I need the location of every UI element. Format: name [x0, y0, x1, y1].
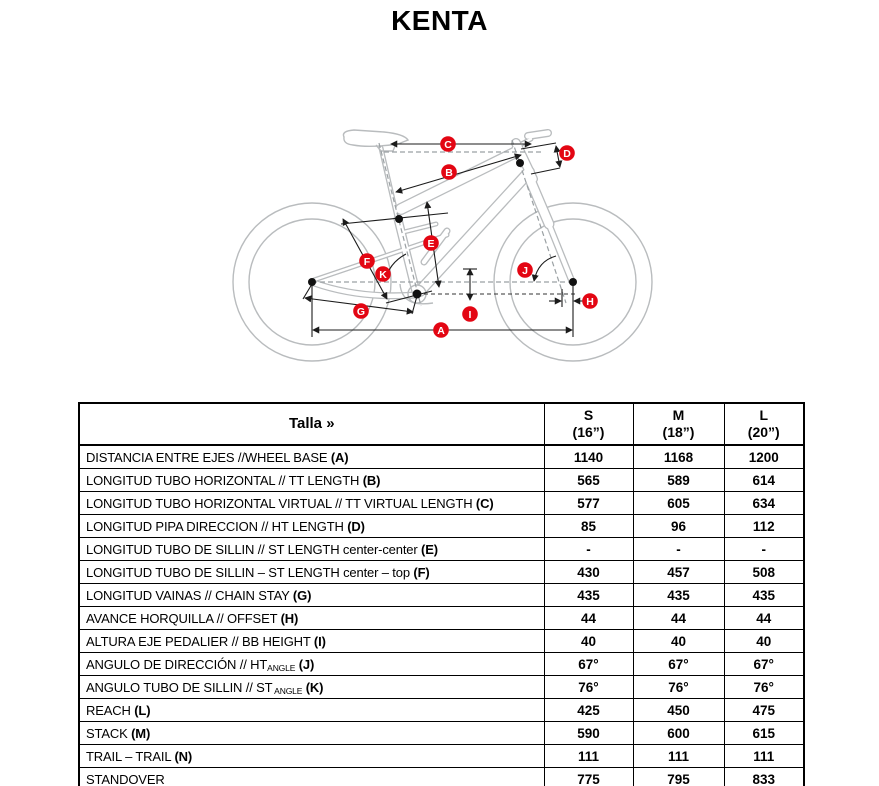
page-title: KENTA — [391, 5, 488, 36]
row-value: 1200 — [724, 445, 804, 469]
row-value: 111 — [633, 745, 724, 768]
table-row — [79, 469, 804, 492]
row-value: 450 — [633, 699, 724, 722]
row-value: 589 — [633, 469, 724, 492]
row-label: LONGITUD TUBO HORIZONTAL // TT LENGTH (B) — [79, 469, 544, 492]
row-label: LONGITUD TUBO HORIZONTAL VIRTUAL // TT VIRTUAL LENGTH (C) — [79, 492, 544, 515]
row-label: LONGITUD PIPA DIRECCION // HT LENGTH (D) — [79, 515, 544, 538]
row-label: ALTURA EJE PEDALIER // BB HEIGHT (I) — [79, 630, 544, 653]
row-label: REACH (L) — [79, 699, 544, 722]
column-header-l: L (20”) — [724, 403, 804, 445]
measure-badge-c — [440, 136, 456, 152]
column-header-m: M (18”) — [633, 403, 724, 445]
row-value: 111 — [544, 745, 633, 768]
row-value: 85 — [544, 515, 633, 538]
row-value: 76° — [633, 676, 724, 699]
measure-badge-k — [375, 266, 391, 282]
row-value: 605 — [633, 492, 724, 515]
measure-badge-e — [423, 235, 439, 251]
row-value: 44 — [544, 607, 633, 630]
row-value: 67° — [544, 653, 633, 676]
row-value: 833 — [724, 768, 804, 786]
row-value: 435 — [724, 584, 804, 607]
row-value: 425 — [544, 699, 633, 722]
measure-badge-g — [353, 303, 369, 319]
row-value: 565 — [544, 469, 633, 492]
row-label: AVANCE HORQUILLA // OFFSET (H) — [79, 607, 544, 630]
svg-text:I: I — [468, 308, 472, 321]
svg-text:C: C — [444, 138, 452, 151]
row-value: 590 — [544, 722, 633, 745]
row-value: 435 — [633, 584, 724, 607]
row-label: DISTANCIA ENTRE EJES //WHEEL BASE (A) — [79, 445, 544, 469]
measure-badge-b — [441, 164, 457, 180]
row-value: 457 — [633, 561, 724, 584]
row-value: 577 — [544, 492, 633, 515]
row-value: 40 — [544, 630, 633, 653]
row-value: 1140 — [544, 445, 633, 469]
row-value: 600 — [633, 722, 724, 745]
table-row — [79, 745, 804, 768]
row-label: STACK (M) — [79, 722, 544, 745]
row-value: - — [544, 538, 633, 561]
row-value: 44 — [724, 607, 804, 630]
saddle — [343, 130, 408, 151]
row-value: 67° — [724, 653, 804, 676]
row-label: ANGULO DE DIRECCIÓN // HTANGLE (J) — [79, 653, 544, 676]
row-value: 475 — [724, 699, 804, 722]
svg-text:G: G — [356, 305, 366, 318]
row-label: LONGITUD VAINAS // CHAIN STAY (G) — [79, 584, 544, 607]
row-value: 76° — [544, 676, 633, 699]
row-value: 430 — [544, 561, 633, 584]
row-value: 795 — [633, 768, 724, 786]
row-value: 775 — [544, 768, 633, 786]
measure-badge-a — [433, 322, 449, 338]
row-value: 67° — [633, 653, 724, 676]
row-value: 111 — [724, 745, 804, 768]
row-value: 44 — [633, 607, 724, 630]
table-row — [79, 515, 804, 538]
svg-text:A: A — [437, 324, 445, 337]
row-value: 112 — [724, 515, 804, 538]
table-row — [79, 584, 804, 607]
measure-badge-j — [517, 262, 533, 278]
table-row — [79, 676, 804, 699]
bike-geometry-diagram — [0, 95, 879, 385]
table-row — [79, 768, 804, 786]
row-value: - — [724, 538, 804, 561]
row-label: TRAIL – TRAIL (N) — [79, 745, 544, 768]
row-value: 96 — [633, 515, 724, 538]
row-value: 40 — [633, 630, 724, 653]
row-value: 614 — [724, 469, 804, 492]
table-header-row — [79, 403, 804, 445]
table-row — [79, 722, 804, 745]
row-value: - — [633, 538, 724, 561]
row-value: 1168 — [633, 445, 724, 469]
geometry-table-body — [79, 445, 804, 786]
table-row — [79, 607, 804, 630]
row-value: 76° — [724, 676, 804, 699]
measure-badge-h — [582, 293, 598, 309]
table-row — [79, 630, 804, 653]
row-label: STANDOVER — [79, 768, 544, 786]
row-label: ANGULO TUBO DE SILLIN // ST ANGLE (K) — [79, 676, 544, 699]
row-value: 615 — [724, 722, 804, 745]
row-value: 435 — [544, 584, 633, 607]
table-row — [79, 653, 804, 676]
measure-badge-d — [559, 145, 575, 161]
svg-text:D: D — [563, 147, 571, 160]
geometry-table — [78, 402, 805, 786]
row-label: LONGITUD TUBO DE SILLIN // ST LENGTH center-center (E) — [79, 538, 544, 561]
svg-text:F: F — [363, 255, 371, 268]
svg-text:K: K — [379, 268, 387, 281]
row-value: 40 — [724, 630, 804, 653]
row-value: 634 — [724, 492, 804, 515]
table-row — [79, 538, 804, 561]
svg-text:J: J — [522, 264, 528, 277]
svg-text:E: E — [427, 237, 435, 250]
table-row — [79, 699, 804, 722]
table-row — [79, 445, 804, 469]
column-header-s: S (16”) — [544, 403, 633, 445]
size-header-cell: Talla » — [79, 403, 544, 445]
measure-badge-f — [359, 253, 375, 269]
measure-badge-i — [462, 306, 478, 322]
svg-text:H: H — [586, 295, 594, 308]
table-row — [79, 561, 804, 584]
row-label: LONGITUD TUBO DE SILLIN – ST LENGTH center – top (F) — [79, 561, 544, 584]
row-value: 508 — [724, 561, 804, 584]
svg-text:B: B — [445, 166, 453, 179]
table-row — [79, 492, 804, 515]
